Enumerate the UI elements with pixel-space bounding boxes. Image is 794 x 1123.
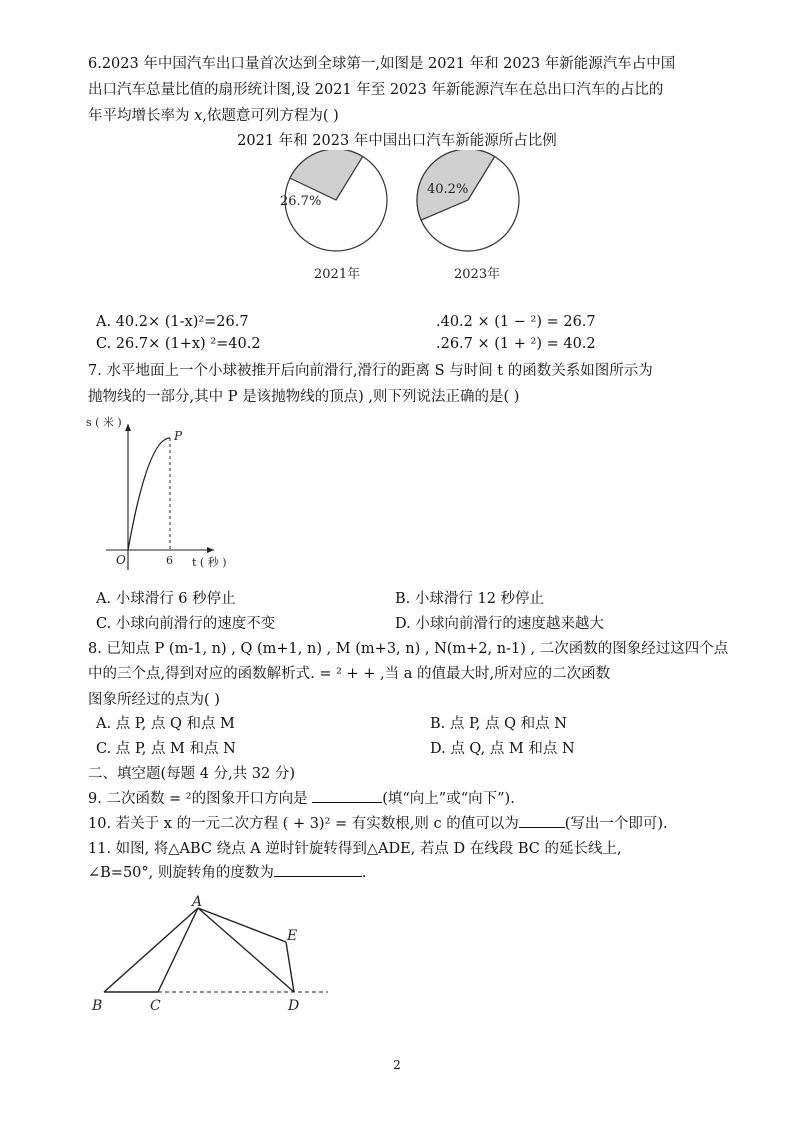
q6-option-d: .26.7 × (1 + ²) = 40.2 (436, 336, 596, 352)
q7-option-a: A. 小球滑行 6 秒停止 (96, 591, 236, 607)
q7-option-d: D. 小球向前滑行的速度越来越大 (395, 616, 604, 632)
pie-2023-label: 40.2% (427, 182, 469, 197)
q7-option-c: C. 小球向前滑行的速度不变 (96, 616, 276, 632)
section-2-heading: 二、填空题(每题 4 分,共 32 分) (88, 766, 296, 782)
page-number: 2 (393, 1058, 401, 1072)
q10-answer-blank[interactable] (519, 813, 565, 828)
q9-stem: 9. 二次函数 = ²的图象开口方向是 (填“向上”或“向下”). (88, 787, 515, 808)
q8-option-a: A. 点 P, 点 Q 和点 M (96, 716, 235, 732)
q6-option-a: A. 40.2× (1-x)²=26.7 (96, 314, 249, 330)
q8-option-b: B. 点 P, 点 Q 和点 N (430, 716, 567, 732)
x-axis-label: t ( 秒 ) (192, 556, 227, 569)
pie-2021 (280, 150, 387, 282)
segment-ac (158, 908, 198, 992)
q6-stem-line2: 出口汽车总量比值的扇形统计图,设 2021 年至 2023 年新能源汽车在总出口汽车的占比的 (88, 82, 664, 98)
q8-option-c: C. 点 P, 点 M 和点 N (96, 741, 236, 757)
q7-graph (86, 410, 236, 580)
pie-2021-label: 26.7% (280, 194, 322, 209)
pie-2023-caption: 2023年 (454, 267, 501, 282)
q7-stem-line2: 抛物线的一部分,其中 P 是该抛物线的顶点) ,则下列说法正确的是( ) (88, 389, 520, 405)
q6-option-b: .40.2 × (1 − ²) = 26.7 (436, 314, 596, 330)
vertex-label-e: E (287, 928, 298, 944)
vertex-label-b: B (92, 998, 103, 1014)
q8-stem-line1: 8. 已知点 P (m-1, n) , Q (m+1, n) , M (m+3, n) , N(m+2, n-1) , 二次函数的图象经过这四个点 (88, 641, 729, 657)
q8-stem-line3: 图象所经过的点为( ) (88, 692, 220, 708)
q6-pie-figure (270, 150, 540, 290)
pie-2021-caption: 2021年 (314, 267, 361, 282)
origin-label: O (116, 553, 126, 567)
q8-option-d: D. 点 Q, 点 M 和点 N (430, 741, 575, 757)
vertex-label-a: A (192, 894, 203, 910)
q10-stem: 10. 若关于 x 的一元二次方程 ( + 3)² = 有实数根,则 c 的值可以为 (写出一个即可). (88, 812, 668, 833)
q11-stem-line2: ∠B=50°, 则旋转角的度数为 . (88, 861, 366, 882)
y-axis-label: s ( 米 ) (86, 416, 122, 429)
x-axis-arrow (207, 547, 214, 553)
q11-triangle-figure (84, 890, 344, 1020)
q6-stem-line1: 6.2023 年中国汽车出口量首次达到全球第一,如图是 2021 年和 2023 年新能源汽车占中国 (88, 56, 676, 72)
segment-ad (198, 908, 294, 992)
segment-ed (286, 942, 294, 992)
pie-2023 (417, 150, 519, 282)
q6-stem-line3: 年平均增长率为 x,依题意可列方程为( ) (88, 108, 339, 124)
parabola-curve (128, 438, 170, 550)
q8-stem-line2: 中的三个点,得到对应的函数解析式. = ² + + ,当 a 的值最大时,所对应的二次函数 (88, 666, 611, 682)
q11-stem-line1: 11. 如图, 将△ABC 绕点 A 逆时针旋转得到△ADE, 若点 D 在线段 BC 的延长线上, (88, 841, 622, 857)
segment-ab (104, 908, 198, 992)
vertex-label-p: P (174, 429, 183, 443)
vertex-label-c: C (150, 998, 161, 1014)
y-axis-arrow (125, 424, 131, 431)
q6-figure-title: 2021 年和 2023 年中国出口汽车新能源所占比例 (237, 133, 557, 149)
q6-option-c: C. 26.7× (1+x) ²=40.2 (96, 336, 261, 352)
vertex-label-d: D (288, 998, 300, 1014)
q9-answer-blank[interactable] (312, 788, 382, 803)
q11-answer-blank[interactable] (274, 862, 362, 877)
q7-option-b: B. 小球滑行 12 秒停止 (395, 591, 545, 607)
tick-label-6: 6 (166, 554, 173, 567)
q7-stem-line1: 7. 水平地面上一个小球被推开后向前滑行,滑行的距离 S 与时间 t 的函数关系如图所示为 (88, 363, 653, 379)
segment-ae (198, 908, 286, 942)
